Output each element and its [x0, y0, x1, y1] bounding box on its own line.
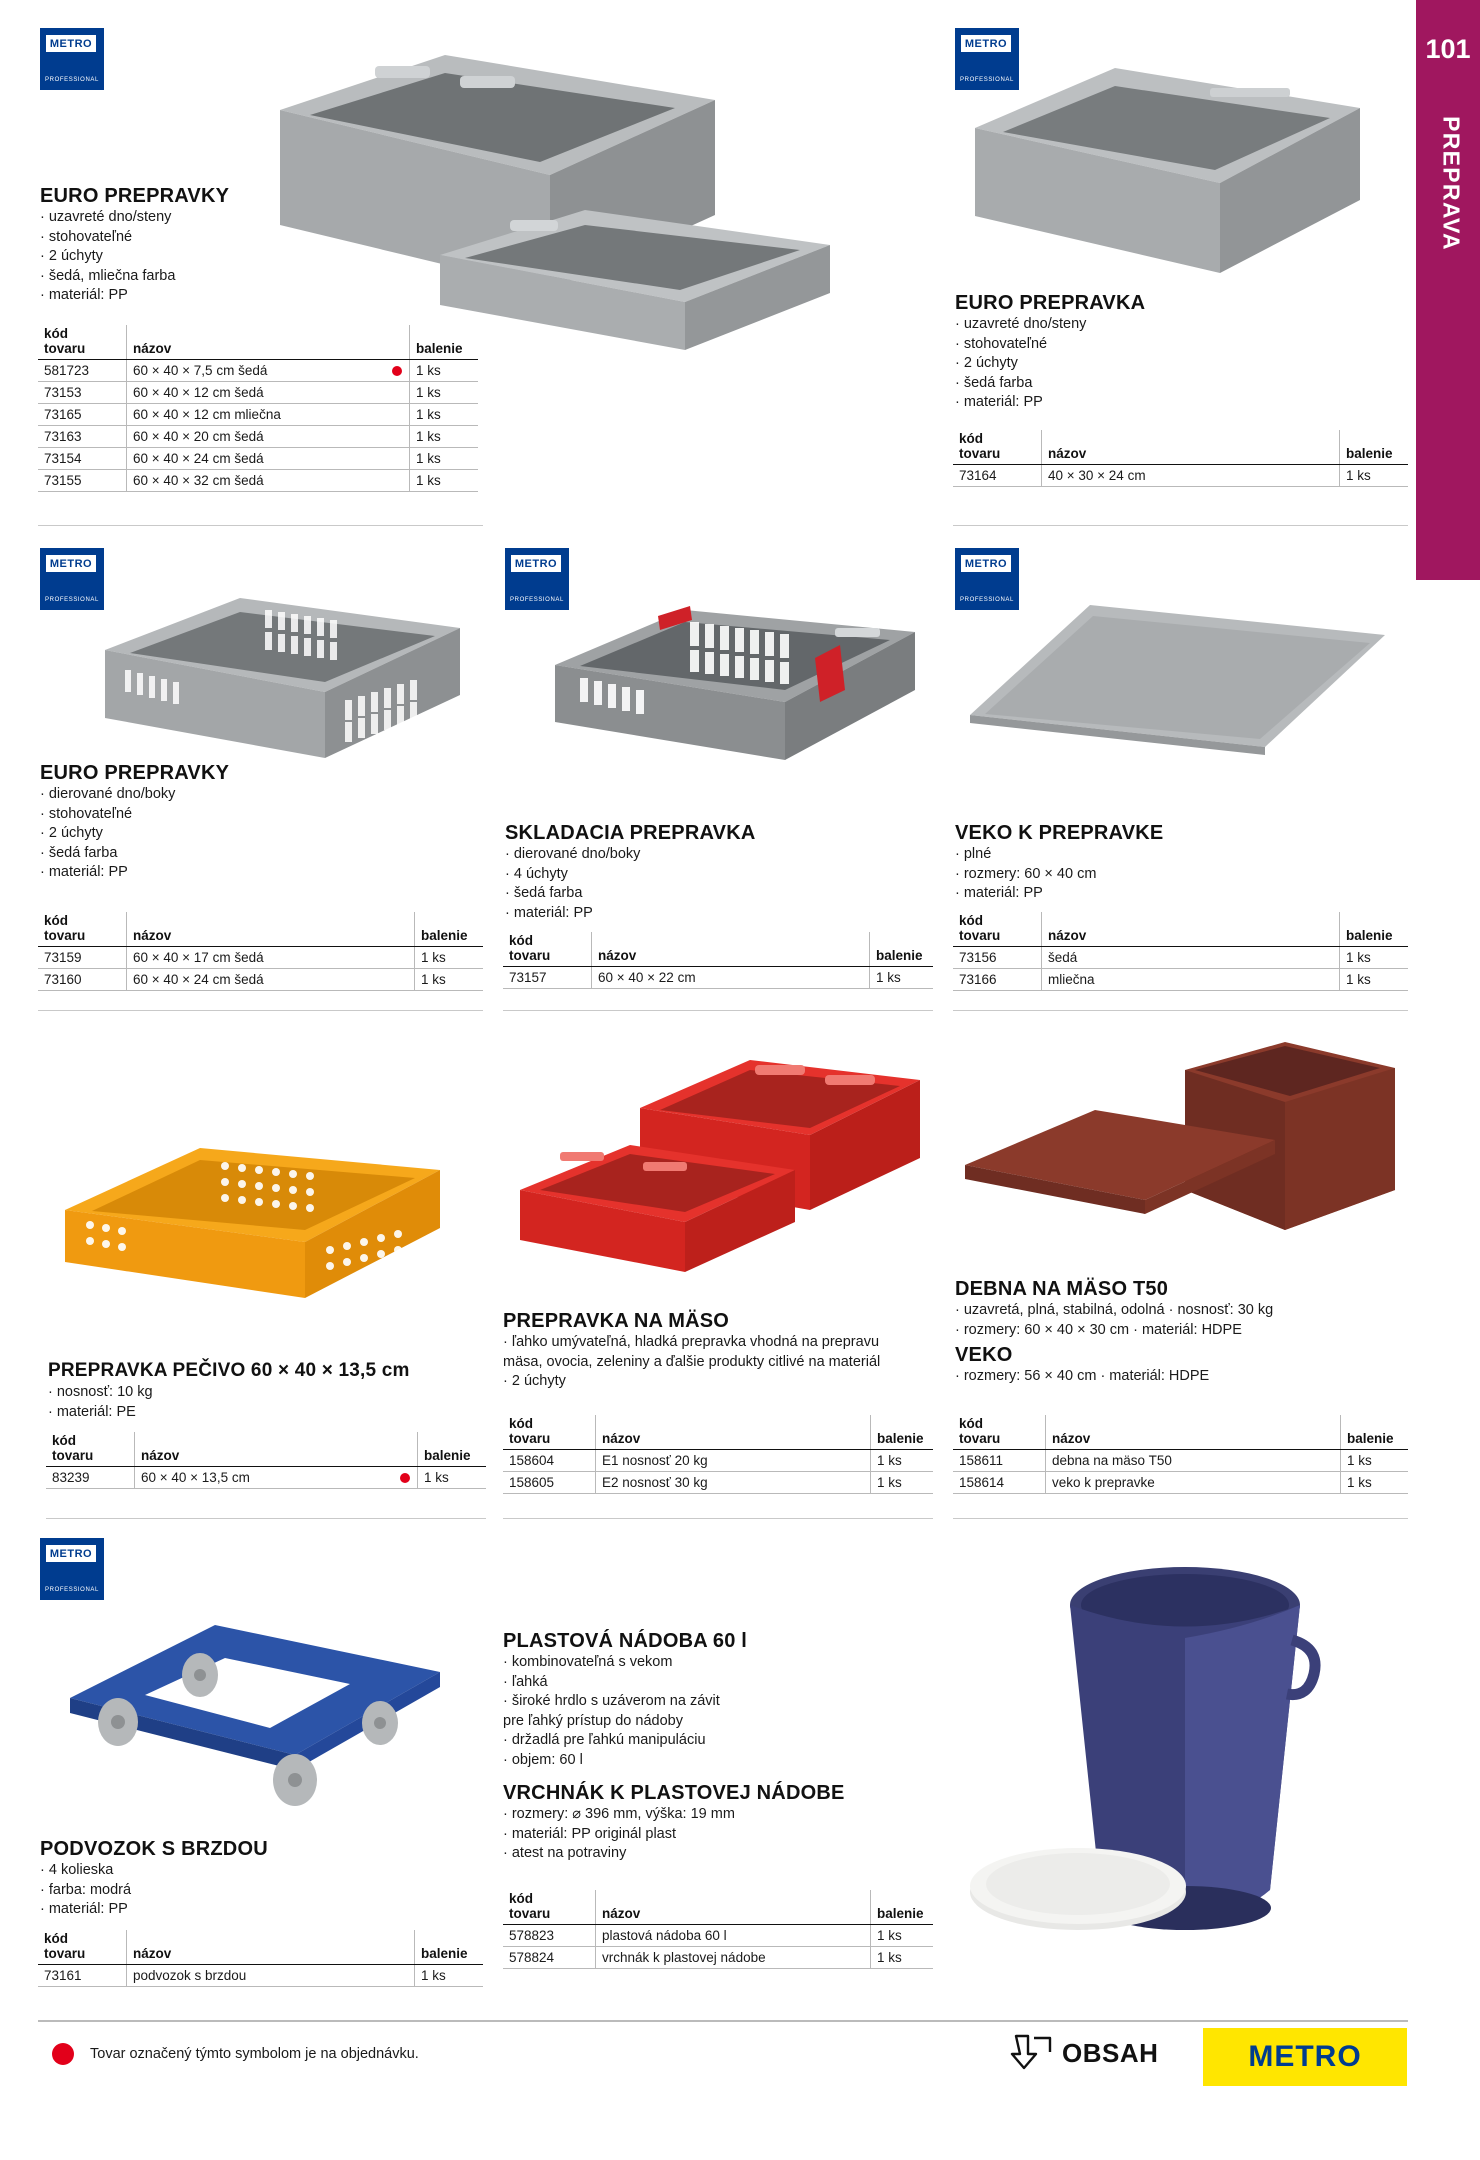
- table-header-row: [953, 1415, 1408, 1450]
- cell-name: E1 nosnosť 20 kg: [596, 1450, 871, 1472]
- table-row: [38, 1965, 483, 1987]
- metro-wordmark: METRO: [961, 35, 1011, 52]
- header-pack: balenie: [415, 1930, 484, 1965]
- section-bullets-skladacia: · dierované dno/boky · 4 úchyty · šedá farba · materiál: PP: [505, 846, 641, 921]
- cell-name: 60 × 40 × 24 cm šedá: [127, 969, 415, 991]
- cell-pack: 1 ks: [410, 404, 479, 426]
- cell-name: 60 × 40 × 22 cm: [592, 967, 870, 989]
- header-pack: balenie: [871, 1415, 934, 1450]
- table-row: [953, 1472, 1408, 1494]
- section-label: PREPRAVA: [1438, 116, 1465, 251]
- product-image-perforated-crate: [90, 570, 480, 785]
- cell-pack: 1 ks: [418, 1467, 487, 1489]
- table-header-row: [953, 430, 1408, 465]
- section-title-euro-prepravka-2: EURO PREPRAVKA: [955, 292, 1146, 314]
- divider: [46, 1518, 486, 1519]
- cell-name: E2 nosnosť 30 kg: [596, 1472, 871, 1494]
- section-bullets-euro-prepravky-3: · dierované dno/boky · stohovateľné · 2 úchyty · šedá farba · materiál: PP: [40, 786, 176, 880]
- metro-wordmark: METRO: [46, 1545, 96, 1562]
- header-name: názov: [127, 912, 415, 947]
- header-pack: balenie: [870, 932, 934, 967]
- cell-code: 73153: [38, 382, 127, 404]
- table-row: [503, 1450, 933, 1472]
- order-dot-icon: [392, 366, 402, 376]
- table-row: [953, 465, 1408, 487]
- header-code: kód tovaru: [38, 1930, 127, 1965]
- table-header-row: [503, 1415, 933, 1450]
- product-image-euro-crates: [255, 40, 855, 360]
- table-header-row: [38, 1930, 483, 1965]
- cell-pack: 1 ks: [871, 1947, 934, 1969]
- section-bullets-podvozok: · 4 kolieska · farba: modrá · materiál: PP: [40, 1862, 132, 1917]
- cell-name: 60 × 40 × 12 cm mliečna: [127, 404, 410, 426]
- product-image-bread-crate: [50, 1110, 470, 1340]
- cell-name: mliečna: [1042, 969, 1340, 991]
- section-bullets-debna: · uzavretá, plná, stabilná, odolná · nosnosť: 30 kg · rozmery: 60 × 40 × 30 cm · materiál: HDPE: [955, 1302, 1274, 1338]
- cell-pack: 1 ks: [1340, 465, 1409, 487]
- section-title-nadoba: PLASTOVÁ NÁDOBA 60 l: [503, 1630, 748, 1652]
- section-bullets-vrchnak: · rozmery: ⌀ 396 mm, výška: 19 mm · materiál: PP originál plast · atest na potraviny: [503, 1806, 735, 1861]
- cell-name: veko k prepravke: [1046, 1472, 1341, 1494]
- cell-pack: 1 ks: [415, 947, 484, 969]
- header-pack: balenie: [871, 1890, 934, 1925]
- product-image-euro-crate-small: [955, 48, 1395, 308]
- order-dot-icon: [52, 2043, 74, 2065]
- cell-name: 60 × 40 × 20 cm šedá: [127, 426, 410, 448]
- header-code: kód tovaru: [503, 932, 592, 967]
- product-table-euro-prepravky-3: [38, 912, 483, 991]
- metro-logo-text: METRO: [1248, 2040, 1362, 2073]
- header-pack: balenie: [410, 325, 479, 360]
- table-row: [38, 404, 478, 426]
- professional-wordmark: PROFESSIONAL: [45, 77, 99, 83]
- cell-pack: 1 ks: [410, 382, 479, 404]
- professional-wordmark: PROFESSIONAL: [960, 77, 1014, 83]
- section-tab: [1416, 0, 1480, 580]
- table-row: [953, 969, 1408, 991]
- cell-code: 73165: [38, 404, 127, 426]
- header-pack: balenie: [415, 912, 484, 947]
- cell-code: 73164: [953, 465, 1042, 487]
- section-title-podvozok: PODVOZOK S BRZDOU: [40, 1838, 268, 1860]
- divider: [503, 1518, 933, 1519]
- footer-note: Tovar označený týmto symbolom je na objednávku.: [90, 2046, 419, 2062]
- table-header-row: [503, 1890, 933, 1925]
- cell-pack: 1 ks: [871, 1925, 934, 1947]
- divider: [953, 1518, 1408, 1519]
- section-bullets-euro-prepravka-2: · uzavreté dno/steny · stohovateľné · 2 úchyty · šedá farba · materiál: PP: [955, 316, 1087, 410]
- cell-pack: 1 ks: [871, 1450, 934, 1472]
- table-header-row: [503, 932, 933, 967]
- header-name: názov: [135, 1432, 418, 1467]
- cell-code: 578823: [503, 1925, 596, 1947]
- professional-wordmark: PROFESSIONAL: [45, 1587, 99, 1593]
- divider: [953, 525, 1408, 526]
- cell-pack: 1 ks: [410, 470, 479, 492]
- product-table-maso: [503, 1415, 933, 1494]
- section-title-skladacia: SKLADACIA PREPRAVKA: [505, 822, 756, 844]
- cell-name: 60 × 40 × 13,5 cm: [135, 1467, 418, 1489]
- cell-name: podvozok s brzdou: [127, 1965, 415, 1987]
- header-code: kód tovaru: [953, 1415, 1046, 1450]
- header-pack: balenie: [1340, 430, 1409, 465]
- cell-pack: 1 ks: [1341, 1450, 1409, 1472]
- header-name: názov: [127, 1930, 415, 1965]
- section-bullets-veko-debna: · rozmery: 56 × 40 cm · materiál: HDPE: [955, 1368, 1210, 1384]
- cell-name: šedá: [1042, 947, 1340, 969]
- header-name: názov: [596, 1415, 871, 1450]
- section-title-veko: VEKO K PREPRAVKE: [955, 822, 1164, 844]
- cell-code: 83239: [46, 1467, 135, 1489]
- page-number: 101: [1425, 34, 1471, 64]
- cell-code: 158604: [503, 1450, 596, 1472]
- metro-wordmark: METRO: [46, 555, 96, 572]
- header-code: kód tovaru: [46, 1432, 135, 1467]
- cell-code: 158605: [503, 1472, 596, 1494]
- header-pack: balenie: [418, 1432, 487, 1467]
- header-name: názov: [127, 325, 410, 360]
- cell-pack: 1 ks: [410, 448, 479, 470]
- footer-divider: [38, 2020, 1408, 2022]
- table-row: [503, 1947, 933, 1969]
- header-pack: balenie: [1341, 1415, 1409, 1450]
- section-title-vrchnak: VRCHNÁK K PLASTOVEJ NÁDOBE: [503, 1782, 845, 1804]
- table-header-row: [953, 912, 1408, 947]
- divider: [953, 1010, 1408, 1011]
- cell-name: vrchnák k plastovej nádobe: [596, 1947, 871, 1969]
- divider: [503, 1010, 933, 1011]
- table-row: [503, 1925, 933, 1947]
- header-name: názov: [1042, 912, 1340, 947]
- section-title-maso: PREPRAVKA NA MÄSO: [503, 1310, 730, 1332]
- cell-name: 40 × 30 × 24 cm: [1042, 465, 1340, 487]
- cell-pack: 1 ks: [871, 1472, 934, 1494]
- header-code: kód tovaru: [503, 1415, 596, 1450]
- header-code: kód tovaru: [953, 430, 1042, 465]
- header-code: kód tovaru: [503, 1890, 596, 1925]
- cell-pack: 1 ks: [1340, 969, 1409, 991]
- table-row: [38, 470, 478, 492]
- metro-wordmark: METRO: [961, 555, 1011, 572]
- metro-professional-logo: [40, 28, 104, 90]
- product-image-plastic-container: [960, 1530, 1390, 1950]
- product-table-podvozok: [38, 1930, 483, 1987]
- cell-name: 60 × 40 × 7,5 cm šedá: [127, 360, 410, 382]
- metro-logo-footer: [1203, 2028, 1407, 2086]
- table-row: [38, 947, 483, 969]
- section-bullets-pecivo: · nosnosť: 10 kg · materiál: PE: [48, 1384, 153, 1420]
- table-row: [953, 947, 1408, 969]
- cell-name: 60 × 40 × 32 cm šedá: [127, 470, 410, 492]
- table-row: [38, 969, 483, 991]
- cell-pack: 1 ks: [1341, 1472, 1409, 1494]
- cell-pack: 1 ks: [415, 969, 484, 991]
- table-row: [46, 1467, 486, 1489]
- header-name: názov: [596, 1890, 871, 1925]
- cell-code: 73155: [38, 470, 127, 492]
- table-row: [38, 360, 478, 382]
- header-code: kód tovaru: [38, 325, 127, 360]
- cell-code: 73166: [953, 969, 1042, 991]
- metro-wordmark: METRO: [46, 35, 96, 52]
- professional-wordmark: PROFESSIONAL: [960, 597, 1014, 603]
- section-bullets-maso: · ľahko umývateľná, hladká prepravka vhodná na prepravu mäsa, ovocia, zeleniny a ďalšie produkty citlivé na materiál · 2 úchyty: [503, 1334, 881, 1389]
- product-table-pecivo: [46, 1432, 486, 1489]
- metro-wordmark: METRO: [511, 555, 561, 572]
- table-header-row: [38, 325, 478, 360]
- header-name: názov: [1046, 1415, 1341, 1450]
- cell-code: 158611: [953, 1450, 1046, 1472]
- obsah-arrow-icon[interactable]: [1010, 2032, 1056, 2074]
- product-image-meat-box-t50: [955, 1030, 1405, 1280]
- section-bullets-euro-prepravky-1: · uzavreté dno/steny · stohovateľné · 2 úchyty · šedá, mliečna farba · materiál: PP: [40, 209, 176, 303]
- product-image-folding-crate: [540, 570, 940, 785]
- header-name: názov: [592, 932, 870, 967]
- cell-name: debna na mäso T50: [1046, 1450, 1341, 1472]
- product-table-euro-prepravky-1: [38, 325, 478, 492]
- cell-code: 581723: [38, 360, 127, 382]
- cell-code: 73159: [38, 947, 127, 969]
- product-table-skladacia: [503, 932, 933, 989]
- header-code: kód tovaru: [38, 912, 127, 947]
- section-bullets-nadoba: · kombinovateľná s vekom · ľahká · široké hrdlo s uzáverom na závit pre ľahký prístup do nádoby · držadlá pre ľahkú manipuláciu · objem: 60 l: [503, 1654, 720, 1768]
- table-header-row: [38, 912, 483, 947]
- product-image-crate-lid: [960, 575, 1400, 775]
- order-dot-icon: [400, 1473, 410, 1483]
- product-table-nadoba: [503, 1890, 933, 1969]
- header-pack: balenie: [1340, 912, 1409, 947]
- professional-wordmark: PROFESSIONAL: [45, 597, 99, 603]
- section-title-veko-debna: VEKO: [955, 1344, 1013, 1366]
- cell-name: plastová nádoba 60 l: [596, 1925, 871, 1947]
- product-table-debna: [953, 1415, 1408, 1494]
- table-header-row: [46, 1432, 486, 1467]
- cell-pack: 1 ks: [1340, 947, 1409, 969]
- table-row: [38, 426, 478, 448]
- cell-code: 73156: [953, 947, 1042, 969]
- professional-wordmark: PROFESSIONAL: [510, 597, 564, 603]
- divider: [38, 525, 483, 526]
- cell-code: 158614: [953, 1472, 1046, 1494]
- cell-code: 578824: [503, 1947, 596, 1969]
- cell-code: 73157: [503, 967, 592, 989]
- cell-name: 60 × 40 × 24 cm šedá: [127, 448, 410, 470]
- cell-pack: 1 ks: [870, 967, 934, 989]
- cell-code: 73160: [38, 969, 127, 991]
- cell-pack: 1 ks: [410, 426, 479, 448]
- table-row: [953, 1450, 1408, 1472]
- product-image-meat-crate: [500, 1040, 950, 1330]
- cell-name: 60 × 40 × 12 cm šedá: [127, 382, 410, 404]
- cell-name: 60 × 40 × 17 cm šedá: [127, 947, 415, 969]
- product-table-veko: [953, 912, 1408, 991]
- cell-pack: 1 ks: [415, 1965, 484, 1987]
- section-title-euro-prepravky-3: EURO PREPRAVKY: [40, 762, 230, 784]
- table-row: [38, 382, 478, 404]
- header-name: názov: [1042, 430, 1340, 465]
- table-row: [503, 967, 933, 989]
- section-title-pecivo: PREPRAVKA PEČIVO 60 × 40 × 13,5 cm: [48, 1360, 410, 1381]
- product-table-euro-prepravka-2: [953, 430, 1408, 487]
- section-bullets-veko: · plné · rozmery: 60 × 40 cm · materiál: PP: [955, 846, 1097, 901]
- cell-code: 73161: [38, 1965, 127, 1987]
- section-title-debna: DEBNA NA MÄSO T50: [955, 1278, 1169, 1300]
- table-row: [503, 1472, 933, 1494]
- header-code: kód tovaru: [953, 912, 1042, 947]
- section-title-euro-prepravky-1: EURO PREPRAVKY: [40, 185, 230, 207]
- cell-pack: 1 ks: [410, 360, 479, 382]
- table-row: [38, 448, 478, 470]
- divider: [38, 1010, 483, 1011]
- cell-code: 73163: [38, 426, 127, 448]
- product-image-dolly: [50, 1580, 470, 1840]
- obsah-link[interactable]: OBSAH: [1062, 2038, 1159, 2068]
- cell-code: 73154: [38, 448, 127, 470]
